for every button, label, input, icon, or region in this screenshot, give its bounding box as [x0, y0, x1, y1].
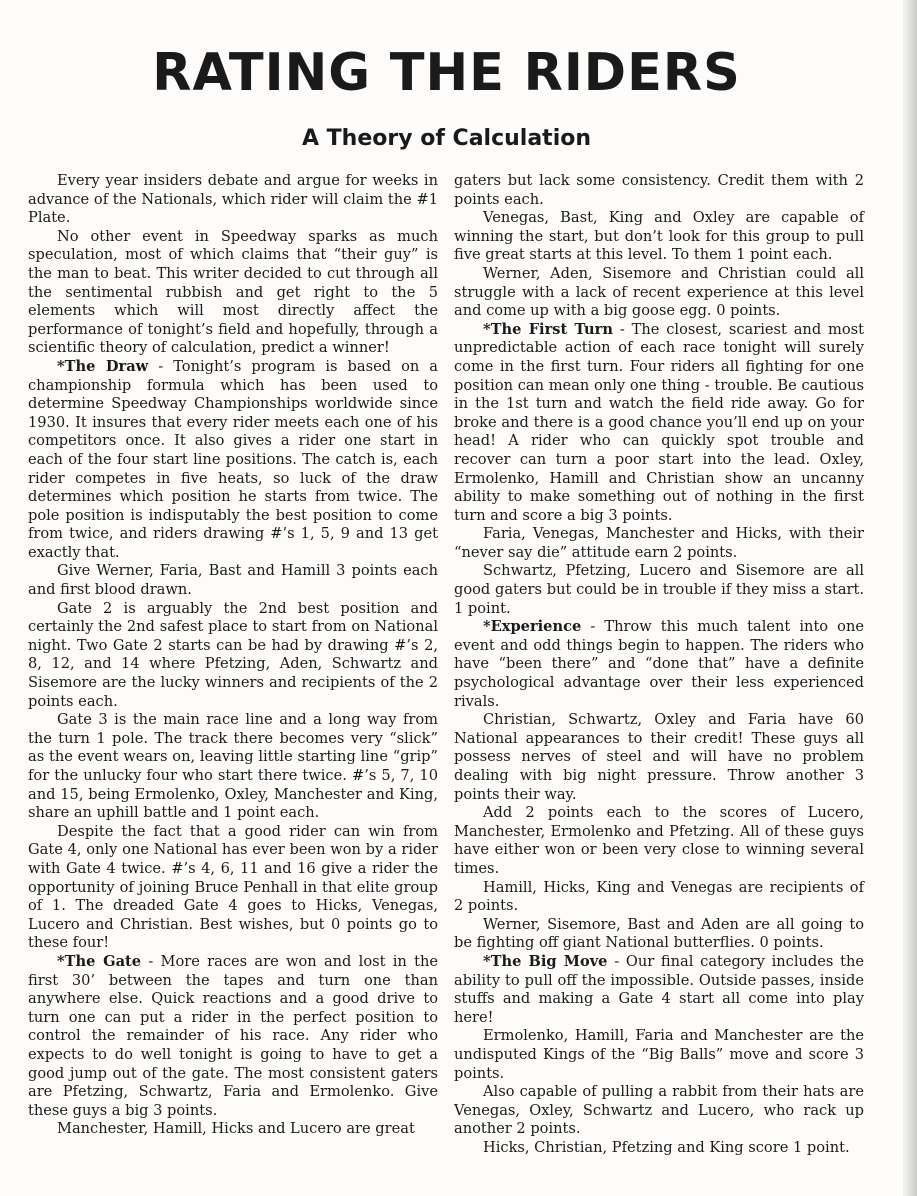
paragraph: Ermolenko, Hamill, Faria and Manchester are the undisputed Kings of the “Big Balls” move and score 3 points. — [454, 1027, 864, 1082]
paragraph-body: - Our final category includes the ability to pull off the impossible. Outside passes, inside stuffs and making a Gate 4 start all come into play here! — [454, 952, 864, 1026]
paragraph — [28, 358, 438, 563]
left-column — [28, 172, 438, 1139]
paragraph-body: - Tonight’s program is based on a championship formula which has been used to determine Speedway Championships worldwide since 1930. It insures that every rider meets each one of his competitors once. It also gives a rider one start in each of the four start line positions. The catch is, each rider competes in five heats, so luck of the draw determines which position he starts from twice. The pole position is indisputably the best position to come from twice, and riders drawing #’s 1, 5, 9 and 13 get exactly that. — [28, 357, 438, 561]
paragraph: Every year insiders debate and argue for weeks in advance of the Nationals, which rider will claim the #1 Plate. — [28, 172, 438, 227]
paragraph: Hamill, Hicks, King and Venegas are recipients of 2 points. — [454, 878, 864, 915]
scan-edge — [903, 0, 917, 1196]
paragraph: Faria, Venegas, Manchester and Hicks, with their “never say die” attitude earn 2 points. — [454, 525, 864, 561]
paragraph — [28, 953, 438, 1120]
section-heading-first-turn: *The First Turn — [483, 320, 613, 338]
paragraph — [454, 618, 864, 711]
page-subtitle: A Theory of Calculation — [301, 126, 592, 151]
paragraph: No other event in Speedway sparks as much speculation, most of which claims that “their guy” is the man to beat. This writer decided to cut through all the sentimental rubbish and get right to the 5 elements which will most directly affect the performance of tonight’s field and hopefully, through a scientific theory of calculation, predict a winner! — [28, 227, 438, 357]
right-column — [454, 172, 864, 1157]
paragraph — [454, 321, 864, 526]
paragraph — [454, 953, 864, 1027]
paragraph-body: - More races are won and lost in the first 30’ between the tapes and turn one than anywhere else. Quick reactions and a good drive to turn one can put a rider in the perfect position to control the remainder of his race. Any rider who expects to do well tonight is going to have to get a good jump out of the gate. The most consistent gaters are Pfetzing, Schwartz, Faria and Ermolenko. Give these guys a big 3 points. — [28, 952, 438, 1119]
paragraph: Werner, Sisemore, Bast and Aden are all going to be fighting off giant National butterflies. 0 points. — [454, 915, 864, 952]
paragraph: Also capable of pulling a rabbit from their hats are Venegas, Oxley, Schwartz and Lucero, who rack up another 2 points. — [454, 1083, 864, 1138]
section-heading-big-move: *The Big Move — [483, 952, 608, 970]
paragraph: Venegas, Bast, King and Oxley are capable of winning the start, but don’t look for this group to pull five great starts at this level. To them 1 point each. — [454, 209, 864, 264]
paragraph: Hicks, Christian, Pfetzing and King score 1 point. — [483, 1138, 850, 1156]
section-heading-gate: *The Gate — [57, 952, 142, 970]
paragraph-body: - Throw this much talent into one event and odd things begin to happen. The riders who have “been there” and “done that” have a definite psychological advantage over their less experienced rivals. — [454, 618, 864, 710]
paragraph: Schwartz, Pfetzing, Lucero and Sisemore are all good gaters but could be in trouble if they miss a start. 1 point. — [454, 562, 864, 617]
paragraph: Gate 3 is the main race line and a long way from the turn 1 pole. The track there becomes very “slick” as the event wears on, leaving little starting line “grip” for the unlucky four who start there twice. #’s 5, 7, 10 and 15, being Ermolenko, Oxley, Manchester and King, share an uphill battle and 1 point each. — [28, 711, 438, 822]
paragraph: Give Werner, Faria, Bast and Hamill 3 points each and first blood drawn. — [28, 562, 438, 599]
paragraph: Christian, Schwartz, Oxley and Faria have 60 National appearances to their credit! These guys all possess nerves of steel and will have no problem dealing with big night pressure. Throw another 3 points their way. — [454, 711, 864, 803]
paragraph: Despite the fact that a good rider can win from Gate 4, only one National has ever been won by a rider with Gate 4 twice. #’s 4, 6, 11 and 16 give a rider the opportunity of joining Bruce Penhall in that elite group of 1. The dreaded Gate 4 goes to Hicks, Venegas, Lucero and Christian. Best wishes, but 0 points go to these four! — [28, 822, 438, 952]
paragraph: Gate 2 is arguably the 2nd best position and certainly the 2nd safest place to start from on National night. Two Gate 2 starts can be had by drawing #’s 2, 8, 12, and 14 where Pfetzing, Aden, Schwartz and Sisemore are the lucky winners and recipients of the 2 points each. — [28, 599, 438, 710]
paragraph: Werner, Aden, Sisemore and Christian could all struggle with a lack of recent experience at this level and come up with a big goose egg. 0 points. — [454, 264, 864, 320]
paragraph: Manchester, Hamill, Hicks and Lucero are great — [57, 1120, 415, 1138]
paragraph-body: - The closest, scariest and most unpredictable action of each race tonight will surely come in the first turn. Four riders all fighting for one position can mean only one thing - trouble. Be cautious in the 1st turn and watch the field ride away. Go for broke and there is a good chance you’ll end up on your head! A rider who can quickly spot trouble and recover can turn a poor start into the lead. Oxley, Ermolenko, Hamill and Christian show an uncanny ability to make something out of nothing in the first turn and score a big 3 points. — [454, 320, 865, 524]
page-title: RATING THE RIDERS — [152, 43, 741, 103]
paragraph: gaters but lack some consistency. Credit them with 2 points each. — [454, 172, 864, 208]
section-heading-experience: *Experience — [483, 618, 582, 636]
section-heading-draw: *The Draw — [57, 357, 149, 375]
paragraph: Add 2 points each to the scores of Lucero, Manchester, Ermolenko and Pfetzing. All of these guys have either won or been very close to winning several times. — [454, 804, 864, 877]
